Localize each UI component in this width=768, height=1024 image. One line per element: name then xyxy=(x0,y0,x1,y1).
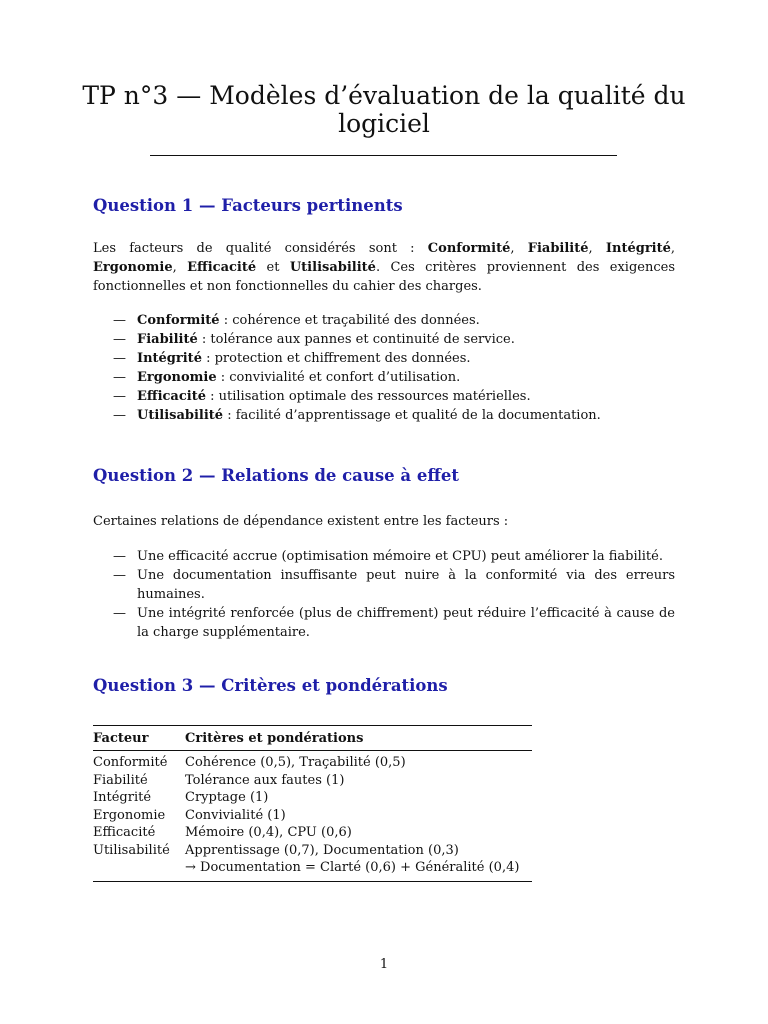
intro-text: Les facteurs de qualité considérés sont : xyxy=(93,241,428,256)
factor-cell: Intégrité xyxy=(93,790,152,805)
intro-sep: , xyxy=(588,241,606,256)
table-row xyxy=(93,751,532,772)
list-item xyxy=(113,406,675,425)
intro-text: . Ces critères proviennent des exigences fonctionnelles et non fonctionnelles du cahier des charges. xyxy=(93,260,675,294)
list-item xyxy=(113,349,675,368)
factor-cell: Efficacité xyxy=(93,825,156,840)
list-item xyxy=(113,387,675,406)
table-row xyxy=(93,824,532,842)
criteria-table xyxy=(93,725,532,882)
factor-desc: : utilisation optimale des ressources matérielles. xyxy=(206,389,531,404)
table-row xyxy=(93,789,532,807)
table-row xyxy=(93,859,532,881)
list-item xyxy=(113,547,675,566)
factor-term: Efficacité xyxy=(137,389,206,404)
factor-desc: : tolérance aux pannes et continuité de service. xyxy=(197,332,515,347)
dash-marker: — xyxy=(113,568,126,583)
factor-term: Conformité xyxy=(137,313,220,328)
intro-sep: , xyxy=(510,241,528,256)
dash-marker: — xyxy=(113,332,126,347)
factor-desc: : cohérence et traçabilité des données. xyxy=(219,313,480,328)
factor-cell: Conformité xyxy=(93,755,168,770)
factor-term: Utilisabilité xyxy=(137,408,224,423)
list-item xyxy=(113,368,675,387)
dash-marker: — xyxy=(113,389,126,404)
relation-text: Une documentation insuffisante peut nuire à la conformité via des erreurs humaines. xyxy=(137,568,675,602)
table-row xyxy=(93,807,532,825)
question-1-heading: Question 1 — Facteurs pertinents xyxy=(93,196,403,215)
relation-text: Une intégrité renforcée (plus de chiffrement) peut réduire l’efficacité à cause de la charge supplémentaire. xyxy=(137,606,675,640)
intro-sep: et xyxy=(256,260,290,275)
factor-cell: Ergonomie xyxy=(93,807,166,823)
factor-term: Ergonomie xyxy=(137,370,217,385)
intro-sep: , xyxy=(172,260,188,275)
page-number: 1 xyxy=(379,957,389,972)
list-item xyxy=(113,604,675,642)
intro-factor: Utilisabilité xyxy=(289,260,376,275)
page-title: TP n°3 — Modèles d’évaluation de la qualité du logiciel xyxy=(82,81,686,138)
factor-list xyxy=(113,311,675,425)
title-rule xyxy=(150,155,617,156)
column-header: Critères et pondérations xyxy=(185,726,532,751)
criteria-cell: Apprentissage (0,7), Documentation (0,3) xyxy=(185,842,459,858)
criteria-cell: Mémoire (0,4), CPU (0,6) xyxy=(185,825,352,840)
relation-list xyxy=(113,547,675,642)
dash-marker: — xyxy=(113,351,126,366)
relation-text: Une efficacité accrue (optimisation mémoire et CPU) peut améliorer la fiabilité. xyxy=(137,549,663,564)
intro-factor: Ergonomie xyxy=(93,260,173,275)
factor-cell xyxy=(93,859,185,881)
criteria-cell: Tolérance aux fautes (1) xyxy=(185,772,345,788)
list-item xyxy=(113,330,675,349)
factor-cell: Fiabilité xyxy=(93,772,148,788)
table-row xyxy=(93,842,532,860)
question-2-heading: Question 2 — Relations de cause à effet xyxy=(93,466,459,485)
factor-desc: : convivialité et confort d’utilisation. xyxy=(216,370,461,385)
factor-desc: : protection et chiffrement des données. xyxy=(201,351,471,366)
question-1-intro xyxy=(93,239,675,296)
intro-factor: Conformité xyxy=(427,241,511,256)
factor-term: Intégrité xyxy=(137,351,202,366)
question-3-heading: Question 3 — Critères et pondérations xyxy=(93,676,448,695)
factor-desc: : facilité d’apprentissage et qualité de la documentation. xyxy=(223,408,601,423)
table-row xyxy=(93,772,532,790)
criteria-cell: Cryptage (1) xyxy=(185,790,269,805)
list-item xyxy=(113,566,675,604)
list-item xyxy=(113,311,675,330)
dash-marker: — xyxy=(113,313,126,328)
column-header: Facteur xyxy=(93,726,185,751)
factor-term: Fiabilité xyxy=(137,332,198,347)
dash-marker: — xyxy=(113,370,126,385)
intro-factor: Intégrité xyxy=(605,241,671,256)
dash-marker: — xyxy=(113,408,126,423)
criteria-cell: → Documentation = Clarté (0,6) + Généralité (0,4) xyxy=(185,859,532,881)
criteria-cell: Convivialité (1) xyxy=(185,807,286,823)
table-header-row xyxy=(93,726,532,751)
factor-cell: Utilisabilité xyxy=(93,842,170,858)
dash-marker: — xyxy=(113,549,126,564)
intro-factor: Efficacité xyxy=(187,260,257,275)
intro-factor: Fiabilité xyxy=(527,241,589,256)
dash-marker: — xyxy=(113,606,126,621)
criteria-cell: Cohérence (0,5), Traçabilité (0,5) xyxy=(185,755,406,770)
intro-sep: , xyxy=(670,241,676,256)
question-2-intro: Certaines relations de dépendance existent entre les facteurs : xyxy=(93,514,509,529)
